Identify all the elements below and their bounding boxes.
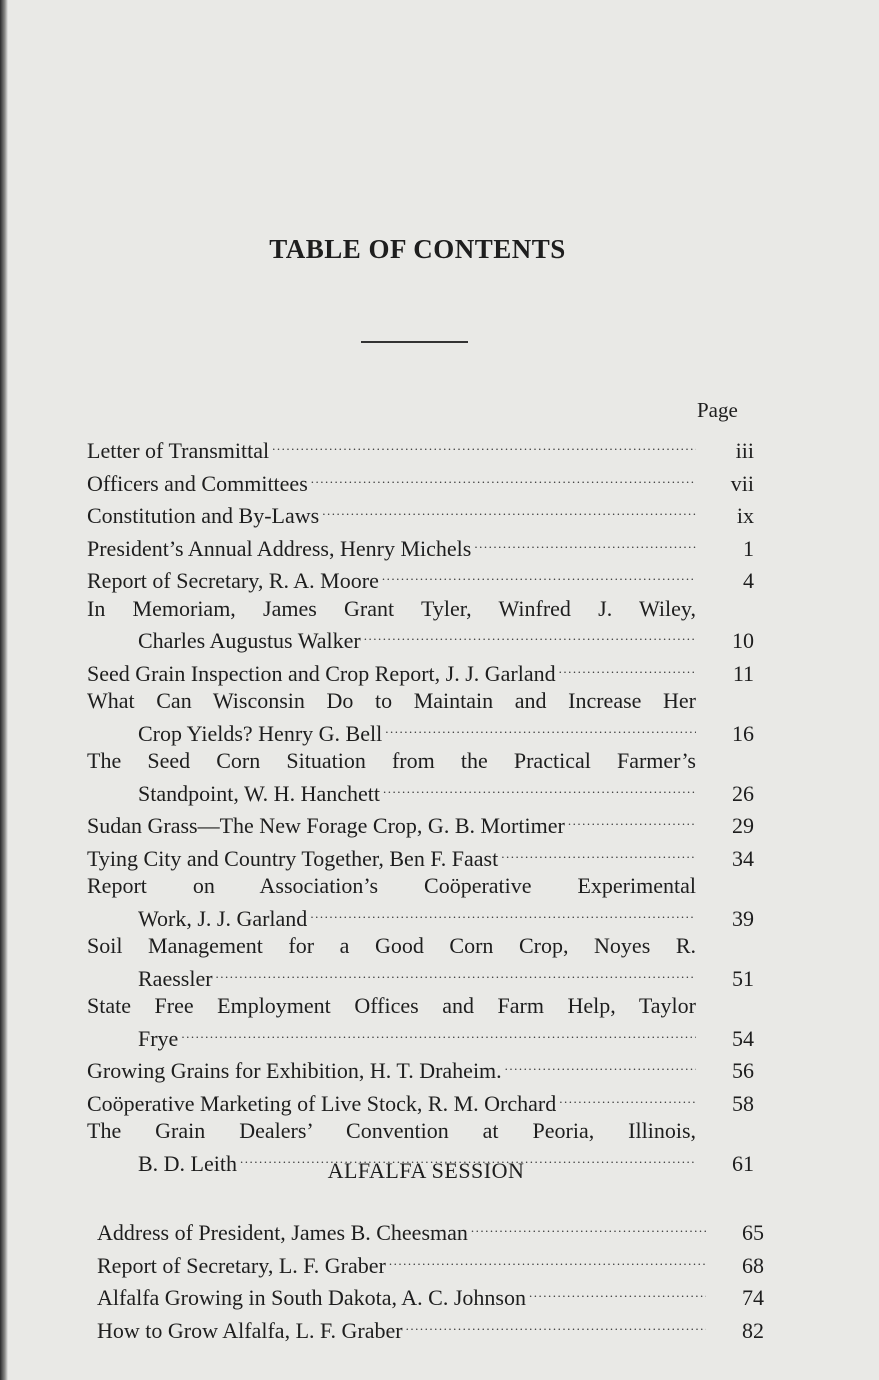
toc-entry-title-line: Frye xyxy=(138,1025,179,1051)
alfalfa-contents-list xyxy=(97,1214,764,1344)
dot-leader xyxy=(474,530,696,558)
toc-entry-title-line: State Free Employment Offices and Farm Help, Taylor xyxy=(87,993,696,1018)
toc-entry[interactable] xyxy=(87,1085,754,1118)
toc-entry-title-line: Tying City and Country Together, Ben F. Faast xyxy=(87,845,499,871)
toc-entry[interactable] xyxy=(97,1214,764,1247)
toc-page-number: 58 xyxy=(732,1090,754,1116)
toc-page-number: 61 xyxy=(732,1150,754,1176)
toc-entry-title-line: What Can Wisconsin Do to Maintain and Increase Her xyxy=(87,688,696,713)
toc-entry-title-line: Work, J. J. Garland xyxy=(138,905,308,931)
toc-page-number: 74 xyxy=(742,1285,764,1310)
toc-entry[interactable] xyxy=(87,432,754,465)
toc-page-number: 68 xyxy=(742,1252,764,1278)
contents-list xyxy=(87,432,754,1177)
toc-entry[interactable] xyxy=(97,1247,764,1280)
toc-entry-title-line: In Memoriam, James Grant Tyler, Winfred J. Wiley, xyxy=(87,595,696,621)
toc-entry-title-line: B. D. Leith xyxy=(138,1150,237,1176)
toc-entry[interactable] xyxy=(87,497,754,530)
toc-entry-title-line: Officers and Committees xyxy=(87,470,308,496)
dot-leader xyxy=(389,1247,706,1275)
toc-entry-title-line: The Seed Corn Situation from the Practical Farmer’s xyxy=(87,748,696,773)
dot-leader xyxy=(505,1052,696,1080)
dot-leader xyxy=(559,1085,696,1113)
toc-entry-title-line: Report of Secretary, R. A. Moore xyxy=(87,568,379,593)
toc-page-number: 4 xyxy=(743,568,754,593)
toc-entry[interactable] xyxy=(87,747,754,807)
toc-page-number: 1 xyxy=(743,535,754,561)
toc-entry-title-line: Constitution and By-Laws xyxy=(87,503,320,528)
toc-page-number: 34 xyxy=(732,845,754,871)
toc-entry-title-line: Coöperative Marketing of Live Stock, R. M. Orchard xyxy=(87,1090,557,1116)
toc-page-number: iii xyxy=(735,438,754,463)
dot-leader xyxy=(272,432,696,460)
toc-entry-title-line: Report of Secretary, L. F. Graber xyxy=(97,1252,386,1278)
section-heading-alfalfa: ALFALFA SESSION xyxy=(327,1158,525,1183)
toc-entry[interactable] xyxy=(87,840,754,873)
toc-page-number: 11 xyxy=(732,660,754,686)
toc-entry-title-line: Address of President, James B. Cheesman xyxy=(97,1220,468,1245)
toc-page-number: ix xyxy=(736,503,754,528)
toc-entry[interactable] xyxy=(87,1052,754,1085)
toc-entry-title-line: Soil Management for a Good Corn Crop, Noyes R. xyxy=(87,933,696,958)
toc-page-number: 82 xyxy=(742,1317,764,1343)
dot-leader xyxy=(501,840,696,868)
dot-leader xyxy=(364,622,696,650)
toc-entry-title-line: Seed Grain Inspection and Crop Report, J. J. Garland xyxy=(87,660,556,686)
dot-leader xyxy=(216,960,696,988)
dot-leader xyxy=(310,900,696,928)
toc-page-number: 65 xyxy=(742,1220,764,1245)
toc-page-number: 51 xyxy=(732,965,754,991)
toc-entry-title-line: Crop Yields? Henry G. Bell xyxy=(138,720,383,746)
toc-entry[interactable] xyxy=(87,687,754,747)
dot-leader xyxy=(383,775,696,803)
toc-entry-title-line: The Grain Dealers’ Convention at Peoria, Illinois, xyxy=(87,1118,696,1143)
toc-entry[interactable] xyxy=(97,1279,764,1312)
toc-entry-title-line: Alfalfa Growing in South Dakota, A. C. Johnson xyxy=(97,1285,526,1310)
toc-page-number: vii xyxy=(730,470,754,496)
toc-entry[interactable] xyxy=(87,992,754,1052)
toc-entry[interactable] xyxy=(87,530,754,563)
title-divider xyxy=(361,341,468,343)
page-column-header: Page xyxy=(697,398,738,422)
dot-leader xyxy=(529,1279,706,1307)
toc-page-number: 56 xyxy=(732,1058,754,1083)
toc-page-number: 10 xyxy=(732,628,754,653)
toc-entry-title-line: Report on Association’s Coöperative Experimental xyxy=(87,873,696,898)
dot-leader xyxy=(406,1312,706,1340)
toc-entry-title-line: Letter of Transmittal xyxy=(87,438,270,463)
toc-entry[interactable] xyxy=(87,807,754,840)
dot-leader xyxy=(311,465,696,493)
toc-entry-title-line: Charles Augustus Walker xyxy=(138,628,361,653)
toc-entry[interactable] xyxy=(87,872,754,932)
dot-leader xyxy=(568,807,696,835)
toc-page-number: 29 xyxy=(732,813,754,838)
toc-entry-title-line: How to Grow Alfalfa, L. F. Graber xyxy=(97,1317,403,1343)
toc-entry[interactable] xyxy=(87,465,754,498)
toc-entry-title-line: Standpoint, W. H. Hanchett xyxy=(138,780,380,806)
toc-entry[interactable] xyxy=(87,595,754,655)
toc-entry-title-line: Growing Grains for Exhibition, H. T. Draheim. xyxy=(87,1058,502,1083)
toc-page-number: 16 xyxy=(732,720,754,746)
dot-leader xyxy=(471,1214,706,1242)
toc-page-number: 26 xyxy=(732,780,754,806)
dot-leader xyxy=(382,562,696,590)
toc-entry[interactable] xyxy=(87,655,754,688)
dot-leader xyxy=(385,715,696,743)
toc-page-number: 54 xyxy=(732,1025,754,1051)
toc-entry[interactable] xyxy=(87,562,754,595)
toc-entry[interactable] xyxy=(87,932,754,992)
toc-entry-title-line: President’s Annual Address, Henry Michels xyxy=(87,535,472,561)
toc-page-number: 39 xyxy=(732,905,754,931)
dot-leader xyxy=(322,497,696,525)
page-title: TABLE OF CONTENTS xyxy=(269,234,566,264)
dot-leader xyxy=(181,1020,696,1048)
toc-entry[interactable] xyxy=(97,1312,764,1345)
toc-entry-title-line: Sudan Grass—The New Forage Crop, G. B. Mortimer xyxy=(87,813,565,838)
dot-leader xyxy=(559,655,696,683)
toc-entry-title-line: Raessler xyxy=(138,965,213,991)
